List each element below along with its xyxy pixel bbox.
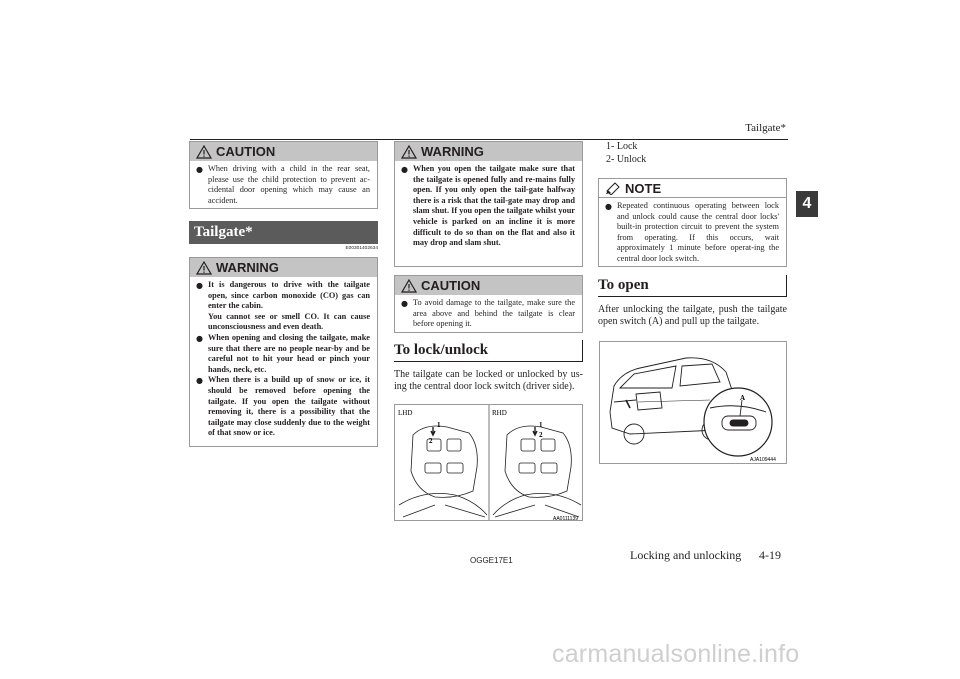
caution-header <box>190 142 377 161</box>
warning-triangle-icon <box>196 261 212 275</box>
callout-2: 2 <box>539 431 543 439</box>
warning-header <box>190 258 377 277</box>
warning-text: When there is a build up of snow or ice, it should be removed before opening the tailgate. If you open the tailgate without removing it, there is a possibility that the tailgate may close suddenly due to the weight of that snow or ice. <box>208 375 370 438</box>
bullet-icon: ● <box>196 281 203 290</box>
warning-text: When you open the tailgate make sure that the tailgate is opened fully and re-mains fully open. If you only open the tail-gate halfway there is a risk that the tail-gate may drop and slam shut. If you open the tailgate whilst your vehicle is parked on an incline it is more difficult to do so than on the flat and also it may drop and slam shut. <box>413 164 575 248</box>
rhd-label: RHD <box>492 409 507 417</box>
callout-2: 2 <box>429 437 433 445</box>
legend-unlock: 2- Unlock <box>606 154 647 165</box>
note-header <box>599 179 786 198</box>
section-title: To lock/unlock <box>394 342 489 358</box>
section-title: To open <box>598 277 649 293</box>
bullet-icon: ● <box>401 299 408 308</box>
figure-code: AJA109444 <box>750 457 776 463</box>
caution-box <box>189 141 378 209</box>
caution-label: CAUTION <box>216 144 276 159</box>
warning-item <box>196 375 370 439</box>
warning-text: You cannot see or smell CO. It can cause unconsciousness and even death. <box>208 311 370 332</box>
section-code: E00301402634 <box>345 246 378 251</box>
section-title: Tailgate* <box>194 224 253 240</box>
note-icon <box>605 181 621 195</box>
section-heading-lock-unlock <box>394 340 583 362</box>
caution-text: When driving with a child in the rear seat, please use the child protection to prevent ac-cidental door opening which may cause an accident. <box>208 164 370 205</box>
warning-triangle-icon <box>401 279 417 293</box>
note-text: Repeated continuous operating between lock and unlock could cause the central door locks' built-in protection circuit to prevent the system from operating. If this occurs, wait approximately 1 minute before operat-ing the central door lock switch. <box>617 201 779 263</box>
figure-code: AA0111139 <box>553 516 579 521</box>
caution-label: CAUTION <box>421 278 481 293</box>
warning-item <box>401 164 575 249</box>
lhd-door-panel <box>399 426 487 517</box>
footer-section: Locking and unlocking <box>630 548 742 562</box>
header-rule <box>190 139 788 140</box>
callout-1: 1 <box>437 421 441 429</box>
note-box <box>598 178 787 267</box>
warning-item <box>196 333 370 375</box>
bullet-icon: ● <box>605 202 612 211</box>
caution-text: To avoid damage to the tailgate, make sure the area above and behind the tailgate is clear before opening it. <box>413 298 575 329</box>
caution-box <box>394 275 583 333</box>
chapter-tab: 4 <box>796 191 818 217</box>
to-open-paragraph: After unlocking the tailgate, push the tailgate open switch (A) and pull up the tailgate. <box>598 304 787 328</box>
watermark: carmanualsonline.info <box>552 640 800 668</box>
warning-triangle-icon <box>196 145 212 159</box>
note-item <box>605 201 779 265</box>
warning-item <box>196 280 370 333</box>
page-number: 4-19 <box>759 548 781 562</box>
doc-code: OGGE17E1 <box>470 556 513 565</box>
lock-unlock-paragraph: The tailgate can be locked or unlocked by us-ing the central door lock switch (driver side). <box>394 369 583 393</box>
callout-a: A <box>740 394 746 402</box>
bullet-icon: ● <box>401 165 408 174</box>
bullet-icon: ● <box>196 165 203 174</box>
legend-lock: 1- Lock <box>606 141 638 152</box>
running-title: Tailgate* <box>745 122 786 134</box>
lock-switch-illustration <box>395 405 583 521</box>
section-heading-to-open <box>598 275 787 297</box>
lock-switch-figure <box>394 404 583 521</box>
lock-arrow-icon <box>533 427 537 435</box>
warning-label: WARNING <box>216 260 279 275</box>
lock-arrow-icon <box>431 427 435 435</box>
note-label: NOTE <box>625 180 662 196</box>
caution-item <box>401 298 575 330</box>
warning-text: It is dangerous to drive with the tailgate open, since carbon monoxide (CO) gas can enter the cabin. <box>208 280 370 311</box>
callout-1: 1 <box>539 421 543 429</box>
caution-header <box>395 276 582 295</box>
tailgate-switch-figure <box>599 341 787 464</box>
warning-triangle-icon <box>401 145 417 159</box>
section-heading-tailgate <box>189 221 378 244</box>
leader-line <box>638 400 710 402</box>
warning-box <box>189 257 378 447</box>
warning-header <box>395 142 582 161</box>
warning-box <box>394 141 583 267</box>
warning-label: WARNING <box>421 144 484 159</box>
lhd-label: LHD <box>398 409 413 417</box>
caution-item <box>196 164 370 206</box>
bullet-icon: ● <box>196 376 203 386</box>
bullet-icon: ● <box>196 333 203 343</box>
tailgate-illustration <box>600 342 787 464</box>
rhd-door-panel <box>493 426 581 517</box>
warning-text: When opening and closing the tailgate, make sure that there are no people near-by and be careful not to hit your head or pinch your hands, neck, etc. <box>208 332 370 374</box>
